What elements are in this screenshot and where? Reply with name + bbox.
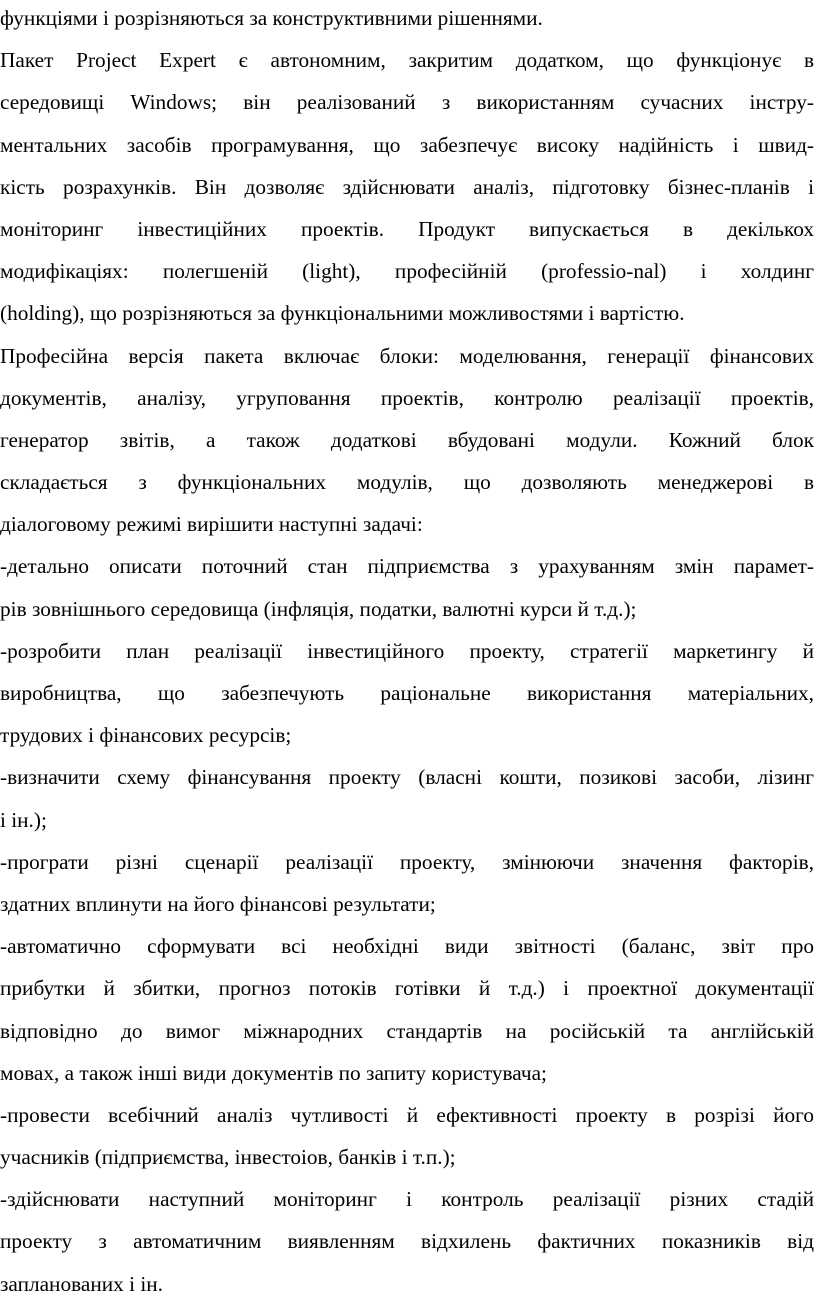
text-line: модифікаціях: полегшеній (light), професійній (professio-nal) і холдинг [0, 259, 814, 284]
text-line: проекту з автоматичним виявленням відхилень фактичних показників від [0, 1229, 814, 1254]
text-line: Професійна версія пакета включає блоки: моделювання, генерації фінансових [0, 343, 814, 368]
text-line: документів, аналізу, угруповання проектів, контролю реалізації проектів, [0, 385, 814, 410]
text-line: мовах, а також інші види документів по запиту користувача; [0, 1060, 547, 1085]
text-line: виробництва, що забезпечують раціональне використання матеріальних, [0, 681, 814, 705]
text-line: складається з функціональних модулів, що дозволяють менеджерові в [0, 470, 814, 495]
text-line: -автоматично сформувати всі необхідні види звітності (баланс, звіт про [0, 934, 814, 959]
text-line: середовищі Windows; він реалізований з використанням сучасних інстру- [0, 90, 814, 115]
text-line: генератор звітів, а також додаткові вбудовані модули. Кожний блок [0, 427, 814, 452]
text-line: -здійснювати наступний моніторинг і контроль реалізації різних стадій [0, 1187, 814, 1212]
text-line: ментальних засобів програмування, що забезпечує високу надійність і швид- [0, 132, 814, 157]
text-line: -детально описати поточний стан підприємства з урахуванням змін парамет- [0, 554, 814, 579]
text-line: -провести всебічний аналіз чутливості й ефективності проекту в розрізі його [0, 1102, 814, 1127]
text-line: здатних вплинути на його фінансові результати; [0, 891, 436, 916]
text-line: відповідно до вимог міжнародних стандартів на російській та англійській [0, 1018, 814, 1043]
text-line: і ін.); [0, 807, 47, 832]
text-line: кість розрахунків. Він дозволяє здійснювати аналіз, підготовку бізнес-планів і [0, 174, 814, 199]
text-line: -програти різні сценарії реалізації проекту, змінюючи значення факторів, [0, 849, 814, 874]
text-line: трудових і фінансових ресурсів; [0, 723, 292, 748]
text-line: учасників (підприємства, інвестоіов, банків і т.п.); [0, 1145, 456, 1170]
text-line: моніторинг інвестиційних проектів. Продукт випускається в декількох [0, 216, 814, 241]
text-line: діалоговому режимі вирішити наступні задачі: [0, 512, 423, 537]
text-line: прибутки й збитки, прогноз потоків готівки й т.д.) і проектної документації [0, 976, 814, 1001]
text-line: -розробити план реалізації інвестиційного проекту, стратегії маркетингу й [0, 638, 814, 663]
text-line: запланованих і ін. [0, 1271, 163, 1296]
text-line: -визначити схему фінансування проекту (власні кошти, позикові засоби, лізинг [0, 765, 814, 790]
text-line: (holding), що розрізняються за функціональними можливостями і вартістю. [0, 301, 685, 326]
text-line: рів зовнішнього середовища (інфляція, податки, валютні курси й т.д.); [0, 596, 637, 621]
text-line: Пакет Project Expert є автономним, закритим додатком, що функціонує в [0, 48, 814, 73]
text-line: функціями і розрізняються за конструктивними рішеннями. [0, 6, 543, 30]
